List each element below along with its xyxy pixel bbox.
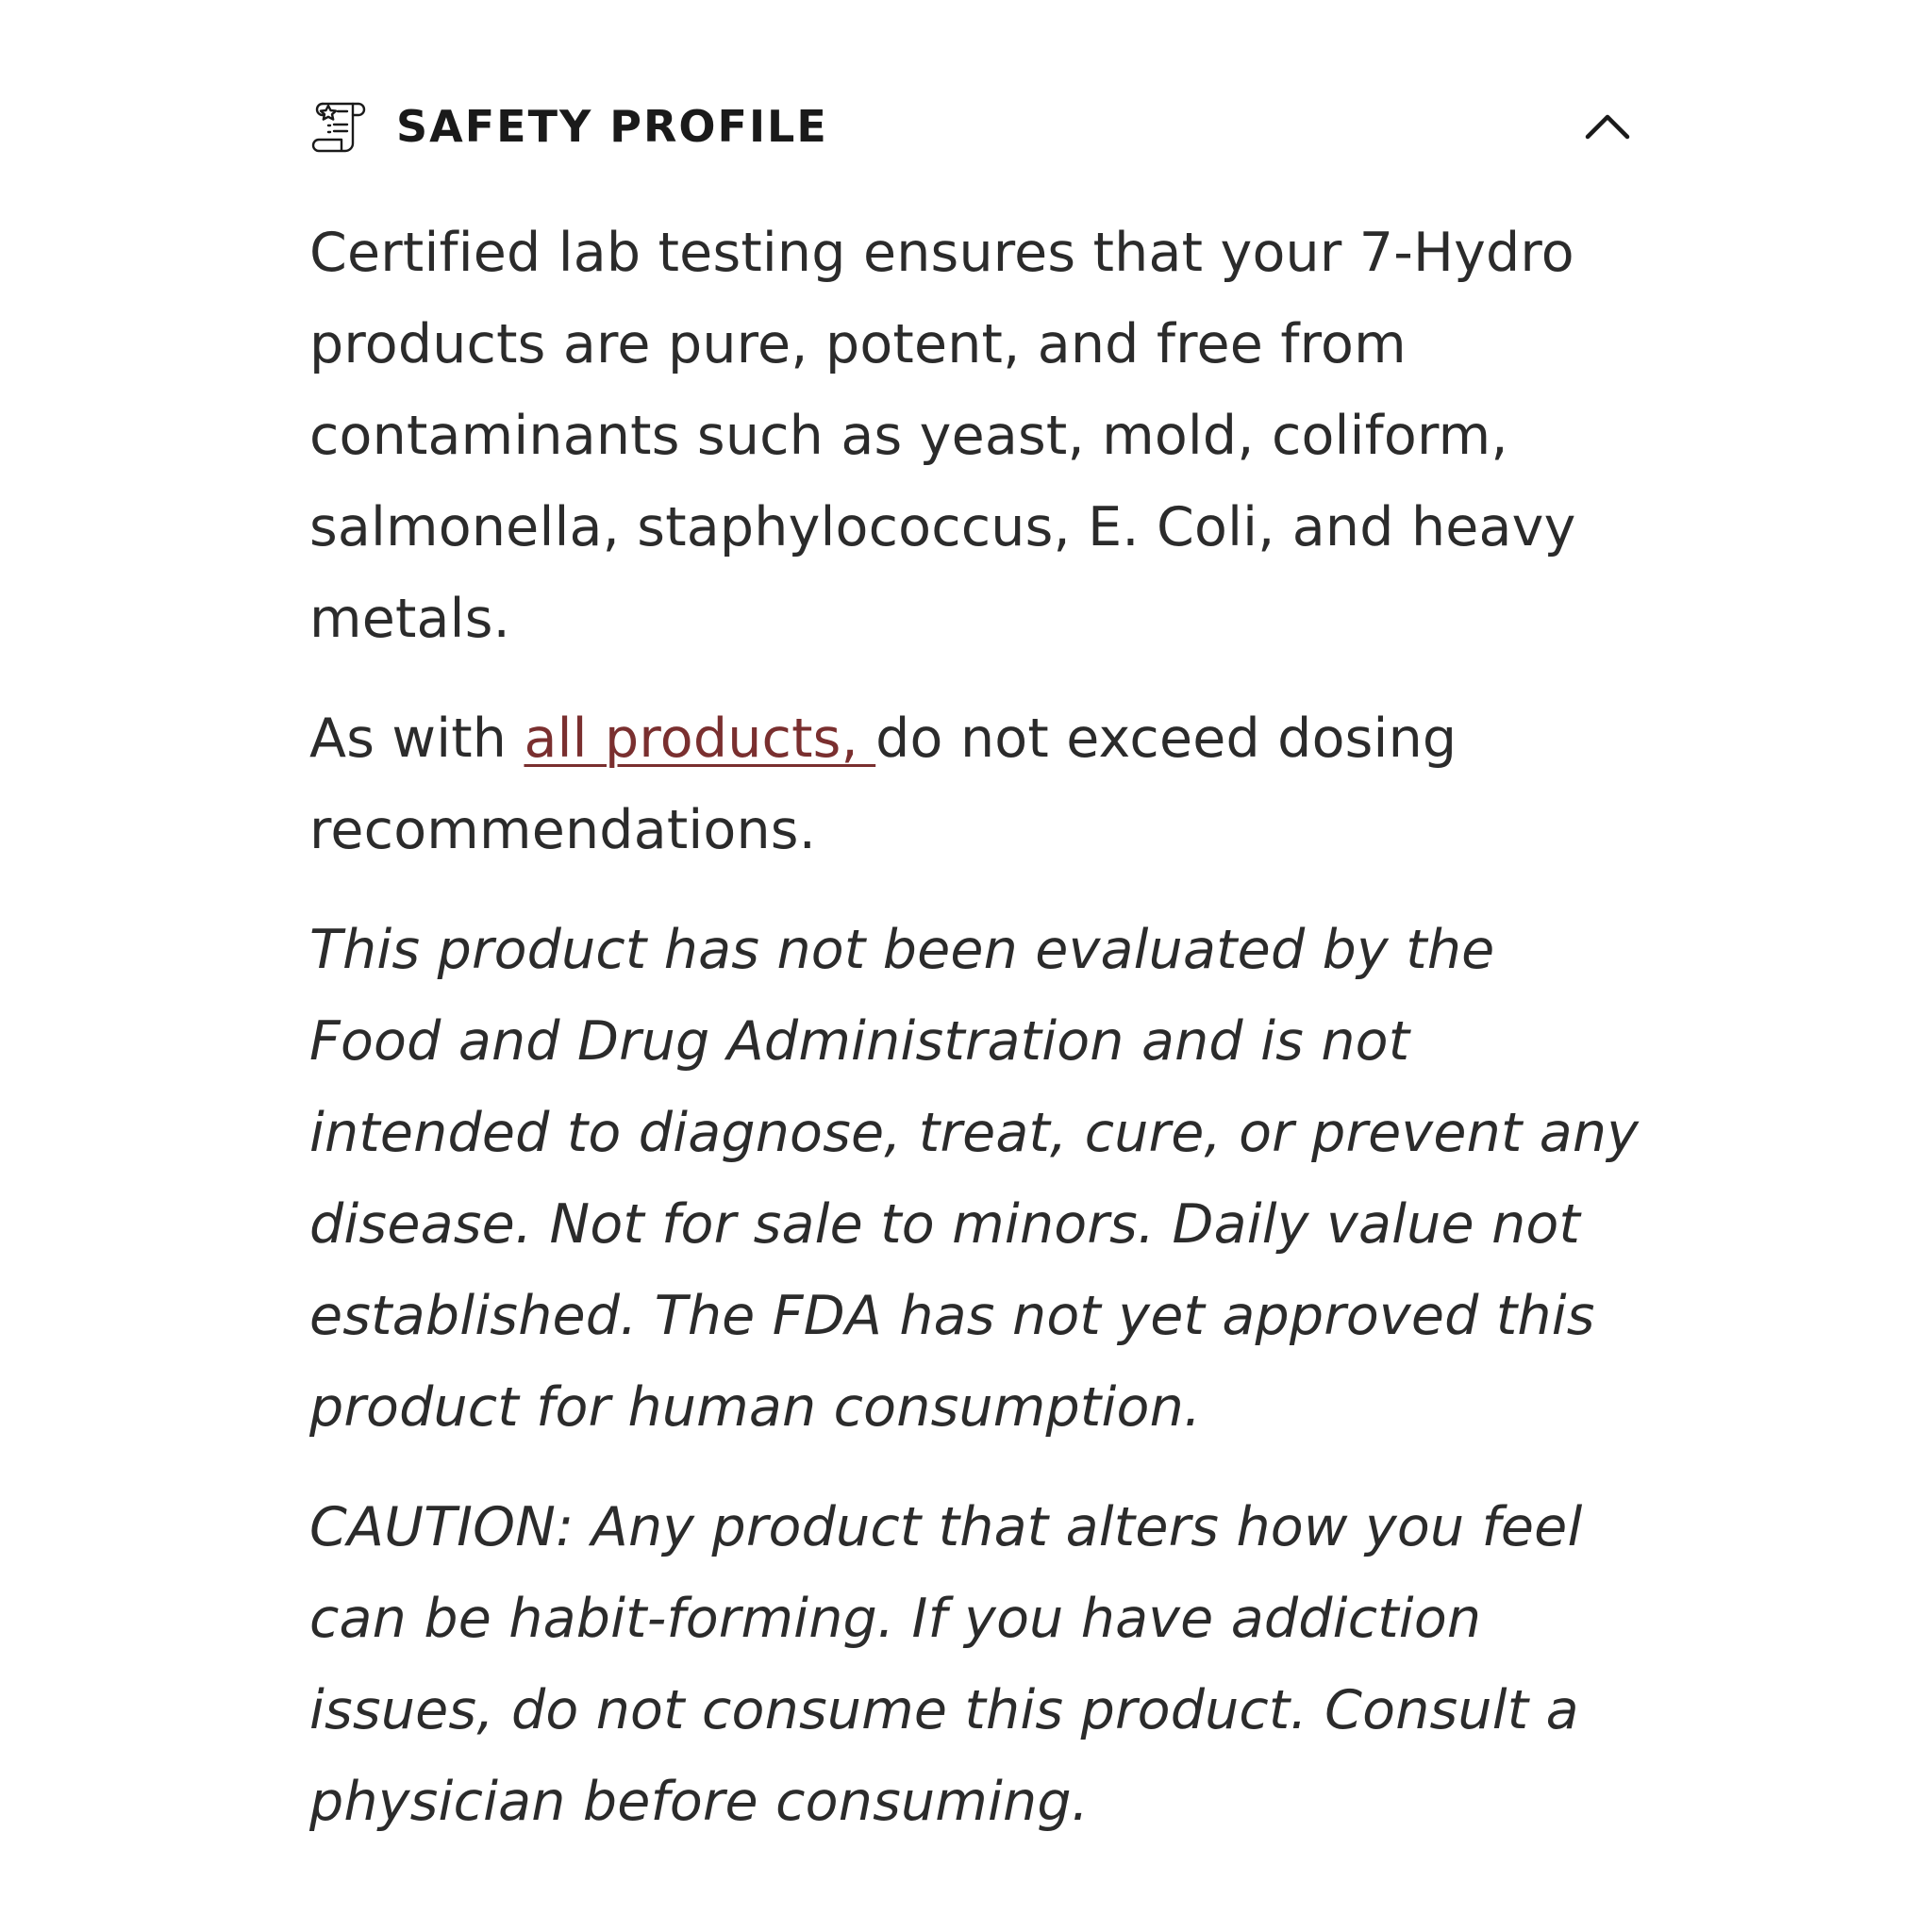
caution-paragraph: CAUTION: Any product that alters how you feel can be habit-forming. If you have addiction issues, do not consume this product. Consult a physician before consuming.: [309, 1496, 1583, 1833]
accordion-content: [309, 208, 1641, 1848]
accordion-header[interactable]: [309, 91, 1641, 162]
section-title: SAFETY PROFILE: [396, 101, 828, 152]
all-products-link[interactable]: all products,: [524, 708, 876, 770]
safety-profile-accordion: [309, 91, 1641, 1876]
fda-disclaimer-paragraph: This product has not been evaluated by the Food and Drug Administration and is not intended to diagnose, treat, cure, or prevent any disease. Not for sale to minors. Daily value not established. The FDA has not yet approved this product for human consumption.: [309, 919, 1640, 1439]
dosing-text-before: As with: [309, 708, 525, 770]
lab-testing-paragraph: Certified lab testing ensures that your 7-Hydro products are pure, potent, and free from contaminants such as yeast, mold, coliform, salmonella, staphylococcus, E. Coli, and heavy metals.: [309, 222, 1576, 650]
chevron-up-icon: [1584, 112, 1631, 141]
dosing-paragraph: [309, 693, 1641, 876]
dosing-text-after: do not exceed dosing recommendations.: [309, 708, 1457, 861]
scroll-certificate-icon: [309, 96, 370, 157]
collapse-toggle-button[interactable]: [1579, 98, 1636, 155]
